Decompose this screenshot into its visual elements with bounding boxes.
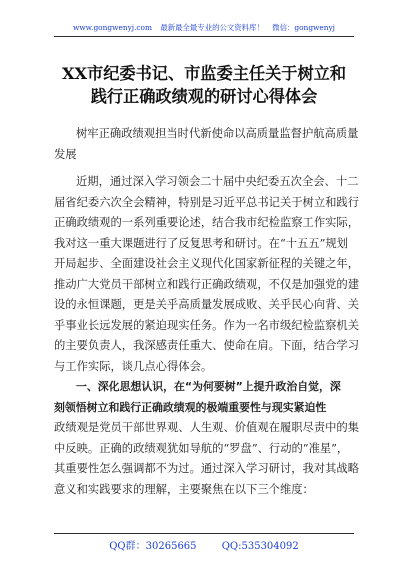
page-footer	[0, 537, 408, 552]
title-line-1: XX市纪委书记、市监委主任关于树立和	[61, 64, 347, 83]
body-line: 正确政绩观的一系列重要论述，结合我市纪检监察工作实际，	[54, 216, 360, 229]
footer-divider	[54, 533, 354, 534]
footer-qq-group: QQ群：30265665	[109, 541, 197, 552]
document-title	[40, 62, 368, 108]
page-header	[0, 22, 408, 33]
body-line: 政绩观是党员干部世界观、人生观、价值观在履职尽责中的集	[54, 421, 360, 434]
body-line: 近期，通过深入学习领会二十届中央纪委五次全会、十二	[76, 175, 359, 188]
title-line-2: 践行正确政绩观的研讨心得体会	[90, 87, 318, 106]
document-body	[54, 124, 360, 500]
body-line: 我对这一重大课题进行了反复思考和研讨。在“十五五”规划	[54, 236, 348, 250]
body-line: 乎事业长远发展的紧迫现实任务。作为一名市级纪检监察机关	[54, 318, 360, 332]
header-site-link[interactable]: www.gongwenyj.com	[73, 23, 152, 32]
body-line: 其重要性怎么强调都不为过。通过深入学习研讨，我对其战略	[54, 462, 360, 475]
body-line: 推动广大党员干部树立和践行正确政绩观，不仅是加强党的建	[54, 277, 360, 291]
header-divider	[54, 36, 354, 37]
footer-qq: QQ:535304092	[221, 541, 299, 552]
header-wechat: 微信：gongwenyj	[272, 23, 335, 32]
body-line: 届省纪委六次全会精神，特别是习近平总书记关于树立和践行	[54, 195, 360, 209]
body-line: 开局起步、全面建设社会主义现代化国家新征程的关键之年，	[54, 257, 360, 270]
section-heading-line: 一、深化思想认识，在“为何要树”上提升政治自觉，深	[76, 380, 341, 393]
body-line: 发展	[54, 147, 77, 161]
section-heading-line: 刻领悟树立和践行正确政绩观的极端重要性与现实紧迫性	[54, 400, 327, 414]
body-line: 树牢正确政绩观担当时代新使命以高质量监督护航高质量	[76, 127, 359, 140]
header-slogan: 最新最全最专业的公文资料库！	[160, 23, 264, 32]
body-line: 的主要负责人，我深感责任重大、使命在肩。下面，结合学习	[54, 339, 360, 352]
body-line: 意义和实践要求的理解，主要聚焦在以下三个维度：	[54, 482, 314, 496]
body-line: 与工作实际，谈几点心得体会。	[54, 359, 213, 373]
body-line: 中反映。正确的政绩观犹如导航的“罗盘”、行动的“准星”，	[54, 441, 349, 455]
body-line: 设的永恒课题，更是关乎高质量发展成败、关乎民心向背、关	[54, 298, 360, 311]
